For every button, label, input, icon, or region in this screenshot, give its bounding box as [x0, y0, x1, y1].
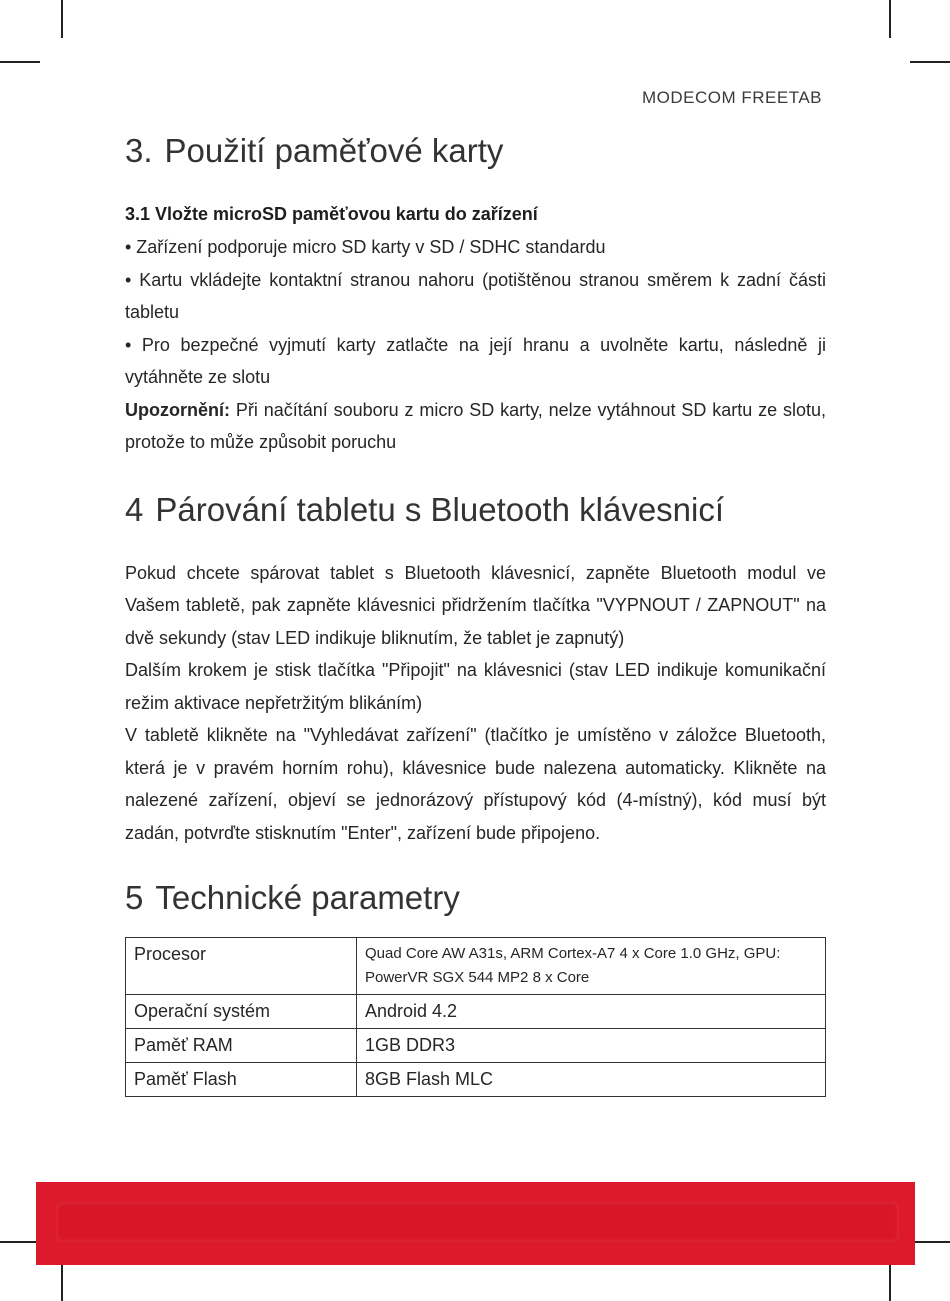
section-3-title: Použití paměťové karty	[164, 132, 504, 169]
section-5-heading	[125, 875, 826, 921]
table-row	[126, 1029, 826, 1063]
section-4-paragraph: Dalším krokem je stisk tlačítka "Připojit" na klávesnici (stav LED indikuje komunikační režim aktivace nepřetržitým blikáním)	[125, 660, 826, 713]
crop-mark	[910, 61, 950, 63]
section-4-title: Párování tabletu s Bluetooth klávesnicí	[155, 490, 725, 528]
section-3-1-subheading: 3.1 Vložte microSD paměťovou kartu do zařízení	[125, 204, 538, 224]
warning-label: Upozornění:	[125, 399, 230, 420]
spec-value: Android 4.2	[357, 995, 826, 1029]
section-3-number: 3.	[125, 132, 153, 169]
table-row	[126, 1063, 826, 1097]
spec-value: 1GB DDR3	[357, 1029, 826, 1063]
section-3-bullet: • Kartu vkládejte kontaktní stranou nahoru (potištěnou stranou směrem k zadní části tabletu	[125, 269, 826, 322]
footer-bar	[36, 1182, 915, 1265]
crop-mark	[889, 1262, 891, 1301]
page-header-brand: MODECOM FREETAB	[641, 88, 822, 107]
spec-label: Procesor	[126, 938, 357, 995]
spec-value: 8GB Flash MLC	[357, 1063, 826, 1097]
section-4-body	[125, 557, 826, 850]
page-content	[125, 128, 826, 1097]
spec-value: Quad Core AW A31s, ARM Cortex-A7 4 x Core 1.0 GHz, GPU: PowerVR SGX 544 MP2 8 x Core	[357, 938, 826, 995]
crop-mark	[889, 0, 891, 38]
spec-label: Paměť RAM	[126, 1029, 357, 1063]
section-3-bullet: • Zařízení podporuje micro SD karty v SD / SDHC standardu	[125, 237, 606, 257]
crop-mark	[0, 1241, 40, 1243]
section-4-number: 4	[125, 490, 144, 528]
crop-mark	[61, 0, 63, 38]
table-row	[126, 938, 826, 995]
section-4-heading	[125, 487, 826, 533]
section-4-paragraph: V tabletě klikněte na "Vyhledávat zařízení" (tlačítko je umístěno v záložce Bluetooth, která je v pravém horním rohu), klávesnice bude nalezena automaticky. Klikněte na nalezené zařízení, objeví se jednorázový přístupový kód (4-místný), kód musí být zadán, potvrďte stisknutím "Enter", zařízení bude připojeno.	[125, 725, 826, 843]
spec-table	[125, 937, 826, 1097]
crop-mark	[910, 1241, 950, 1243]
footer-bar-inner	[56, 1202, 899, 1242]
section-4-paragraph: Pokud chcete spárovat tablet s Bluetooth klávesnicí, zapněte Bluetooth modul ve Vašem tabletě, pak zapněte klávesnici přidržením tlačítka "VYPNOUT / ZAPNOUT" na dvě sekundy (stav LED indikuje bliknutím, že tablet je zapnutý)	[125, 562, 826, 648]
crop-mark	[0, 61, 40, 63]
spec-label: Operační systém	[126, 995, 357, 1029]
section-5-number: 5	[125, 879, 144, 916]
section-3-bullet: • Pro bezpečné vyjmutí karty zatlačte na její hranu a uvolněte kartu, následně ji vytáhněte ze slotu	[125, 334, 826, 387]
crop-mark	[61, 1262, 63, 1301]
table-row	[126, 995, 826, 1029]
section-5-title: Technické parametry	[155, 879, 460, 916]
warning-text: Při načítání souboru z micro SD karty, nelze vytáhnout SD kartu ze slotu, protože to může způsobit poruchu	[125, 399, 826, 452]
section-3-heading	[125, 128, 826, 174]
spec-label: Paměť Flash	[126, 1063, 357, 1097]
section-3-warning	[125, 394, 826, 459]
